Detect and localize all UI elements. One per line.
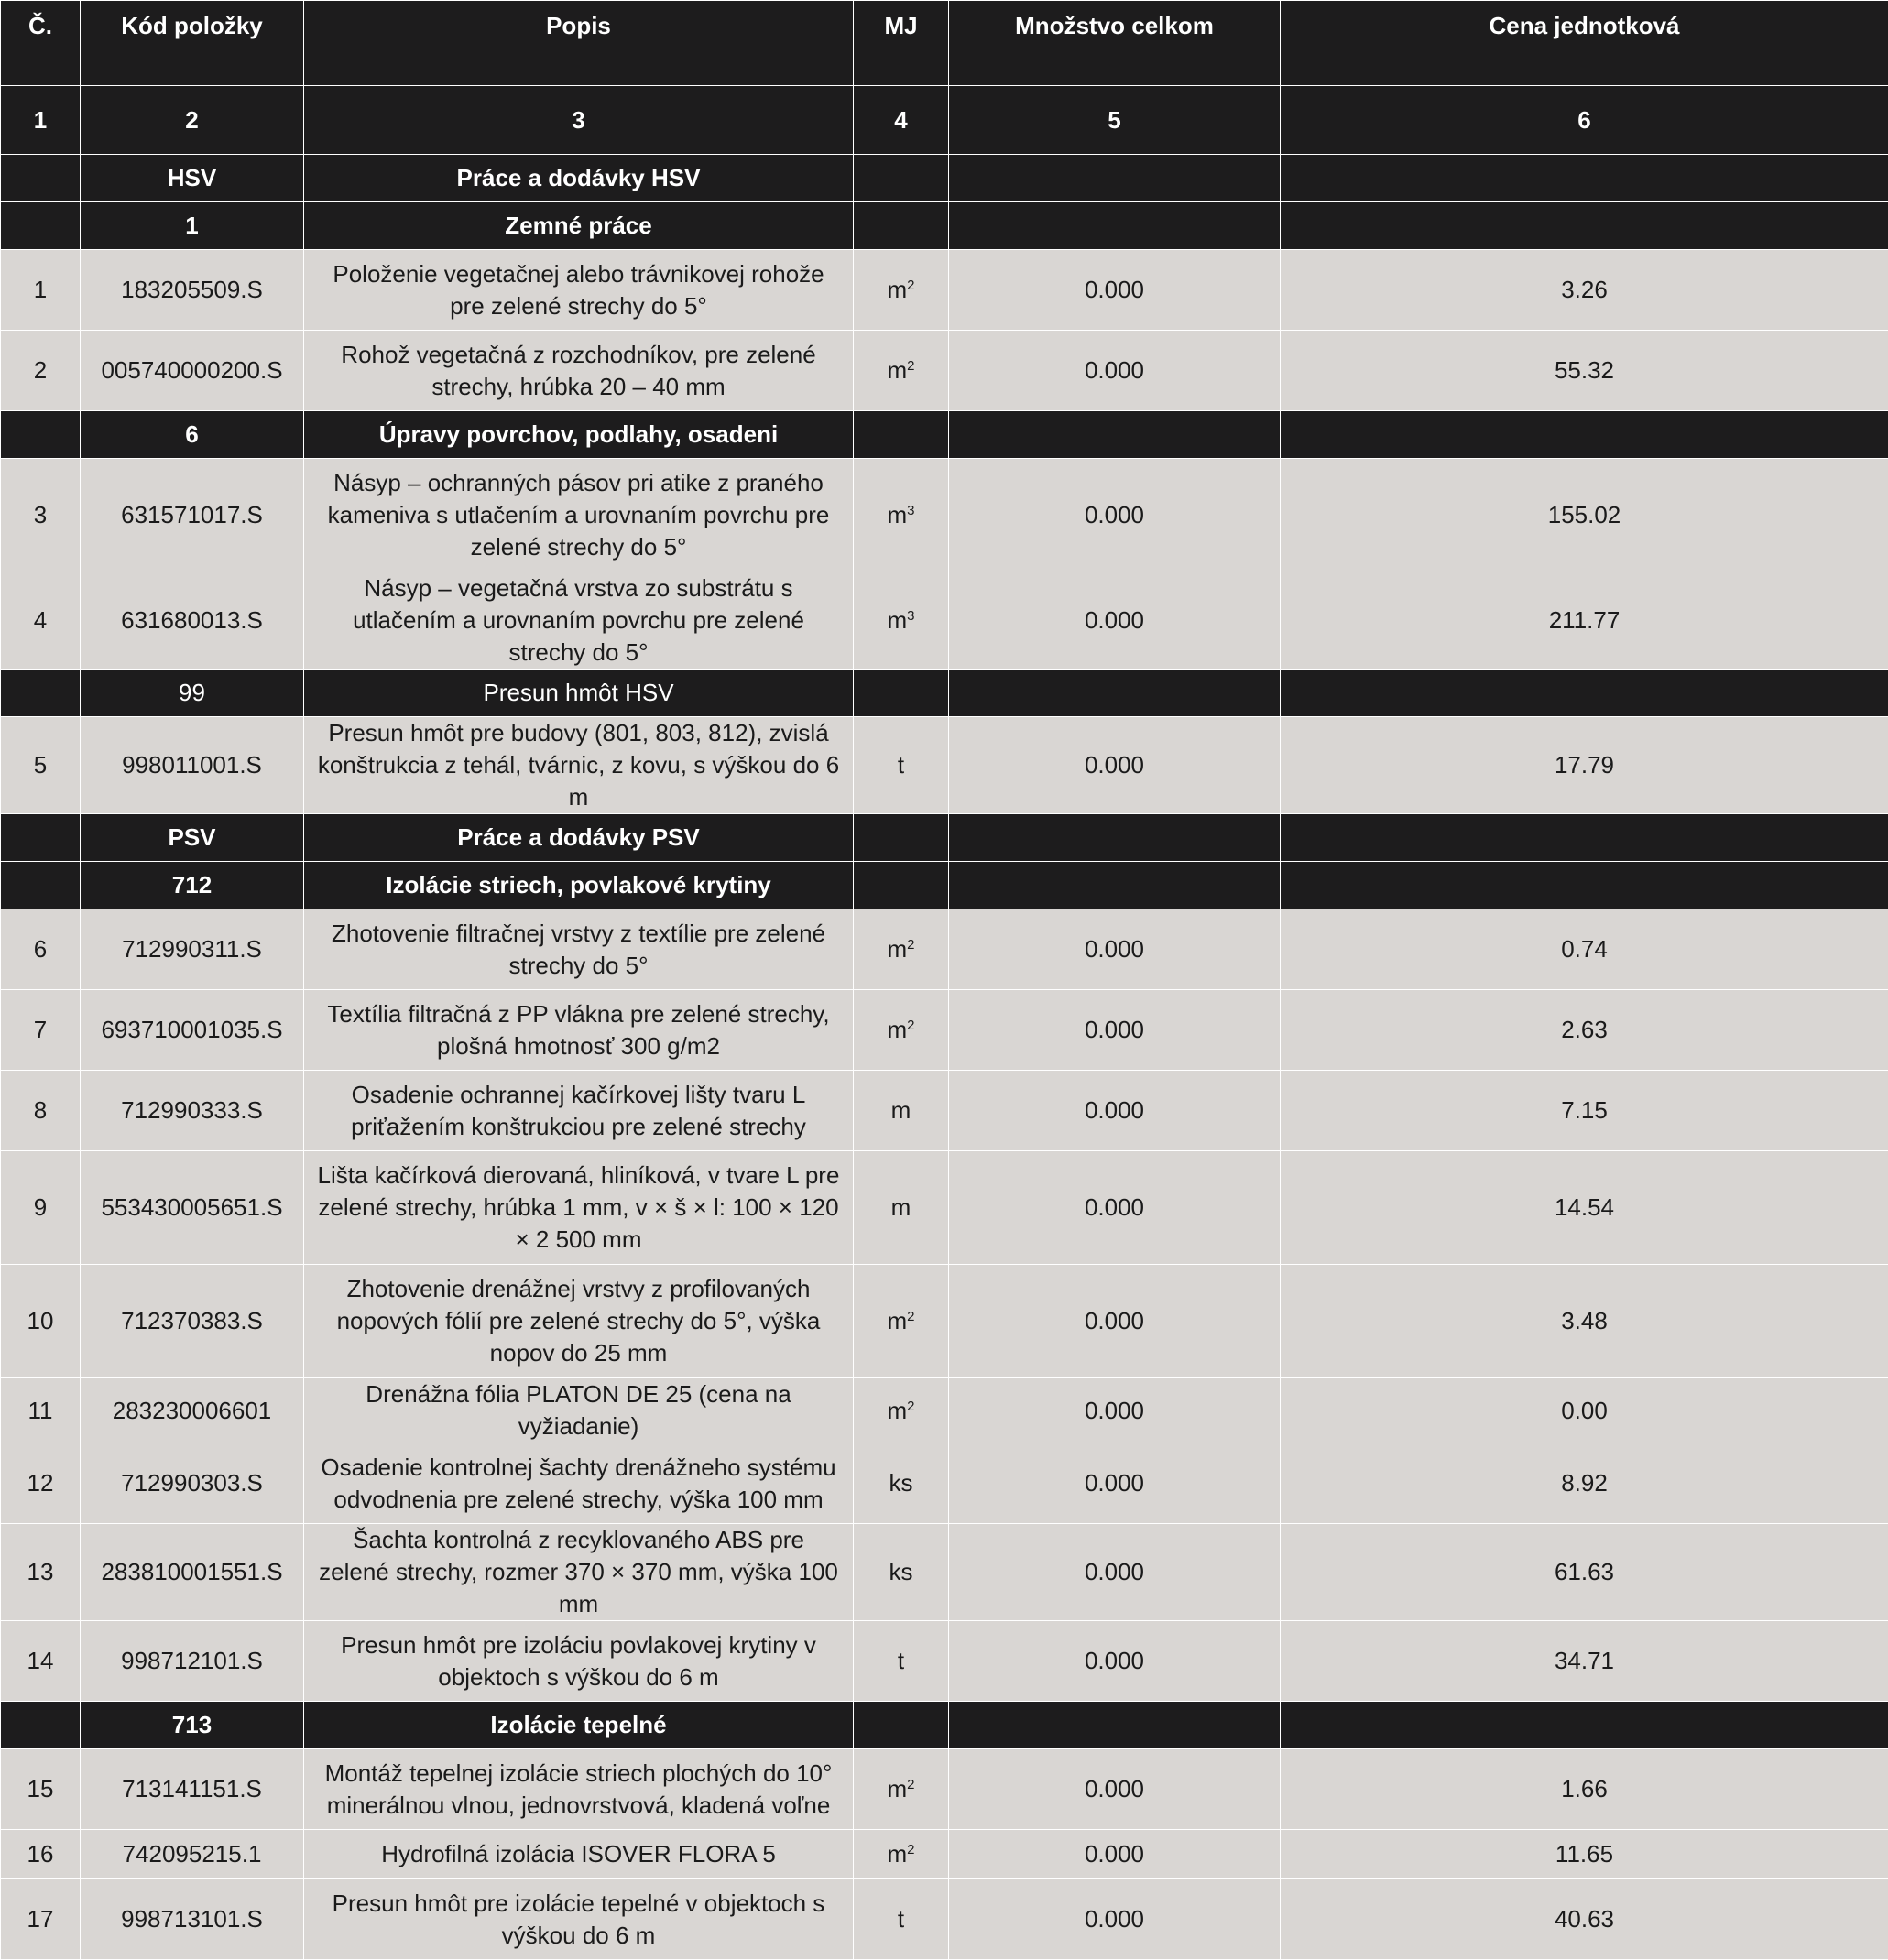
cell-quantity: 0.000: [949, 331, 1281, 411]
cell-code: 998712101.S: [81, 1621, 304, 1702]
unit-exponent: 2: [907, 1399, 914, 1414]
cell-unit: [854, 572, 949, 670]
cell-unit-price: 3.26: [1281, 250, 1888, 331]
cell-quantity: [949, 411, 1281, 459]
cell-unit-price: 0.74: [1281, 909, 1888, 990]
table-row: [1, 572, 1888, 670]
cell-unit-price: 0.00: [1281, 1378, 1888, 1443]
cell-unit-price: 61.63: [1281, 1524, 1888, 1621]
cell-no: 13: [1, 1524, 81, 1621]
col-header-unit: MJ: [854, 1, 949, 86]
table-row: [1, 1071, 1888, 1151]
col-header-code: Kód položky: [81, 1, 304, 86]
table-row: [1, 717, 1888, 814]
cell-code: 283810001551.S: [81, 1524, 304, 1621]
cell-description: Rohož vegetačná z rozchodníkov, pre zelené strechy, hrúbka 20 – 40 mm: [304, 331, 854, 411]
cell-code: 005740000200.S: [81, 331, 304, 411]
cell-code: 712990303.S: [81, 1443, 304, 1524]
cell-description: Zhotovenie filtračnej vrstvy z textílie pre zelené strechy do 5°: [304, 909, 854, 990]
unit-base: m: [887, 1775, 907, 1802]
cell-code: 553430005651.S: [81, 1151, 304, 1265]
table-row: [1, 1265, 1888, 1378]
cell-no: [1, 862, 81, 909]
col-number: 3: [304, 86, 854, 155]
cell-no: [1, 411, 81, 459]
cell-unit-price: 8.92: [1281, 1443, 1888, 1524]
unit-exponent: 3: [907, 608, 914, 624]
unit-base: m: [887, 935, 907, 963]
table-row: [1, 1830, 1888, 1879]
table-row: [1, 1749, 1888, 1830]
cell-quantity: 0.000: [949, 1071, 1281, 1151]
cell-unit: [854, 1071, 949, 1151]
cell-description: Drenážna fólia PLATON DE 25 (cena na vyžiadanie): [304, 1378, 854, 1443]
cell-quantity: 0.000: [949, 909, 1281, 990]
cell-unit: [854, 1830, 949, 1879]
cell-unit: [854, 909, 949, 990]
cell-unit-price: 40.63: [1281, 1879, 1888, 1960]
unit-base: ks: [889, 1469, 913, 1497]
cell-quantity: 0.000: [949, 459, 1281, 572]
cell-quantity: 0.000: [949, 1830, 1281, 1879]
cell-no: [1, 202, 81, 250]
cell-description: Násyp – vegetačná vrstva zo substrátu s utlačením a urovnaním povrchu pre zelené strechy do 5°: [304, 572, 854, 670]
cell-description: Lišta kačírková dierovaná, hliníková, v tvare L pre zelené strechy, hrúbka 1 mm, v × š × l: 100 × 120 × 2 500 mm: [304, 1151, 854, 1265]
cell-unit-price: 34.71: [1281, 1621, 1888, 1702]
cell-unit: [854, 202, 949, 250]
unit-base: m: [887, 1840, 907, 1867]
unit-base: m: [891, 1193, 911, 1221]
cell-no: 16: [1, 1830, 81, 1879]
section-row: [1, 1702, 1888, 1749]
cell-unit-price: 3.48: [1281, 1265, 1888, 1378]
cell-no: 1: [1, 250, 81, 331]
unit-base: m: [887, 501, 907, 528]
section-title: Práce a dodávky PSV: [304, 814, 854, 862]
cell-code: 998713101.S: [81, 1879, 304, 1960]
cell-quantity: 0.000: [949, 1443, 1281, 1524]
unit-base: m: [887, 356, 907, 384]
table-row: [1, 1443, 1888, 1524]
unit-base: t: [898, 751, 904, 779]
unit-base: m: [887, 606, 907, 634]
cell-code: 713141151.S: [81, 1749, 304, 1830]
cell-code: 742095215.1: [81, 1830, 304, 1879]
table-row: [1, 459, 1888, 572]
cell-no: 10: [1, 1265, 81, 1378]
cell-quantity: [949, 155, 1281, 202]
cell-unit-price: 7.15: [1281, 1071, 1888, 1151]
cell-quantity: 0.000: [949, 1879, 1281, 1960]
cell-description: Osadenie ochrannej kačírkovej lišty tvaru L priťažením konštrukciou pre zelené strechy: [304, 1071, 854, 1151]
cell-code: 283230006601: [81, 1378, 304, 1443]
cell-unit: [854, 862, 949, 909]
cell-quantity: [949, 670, 1281, 717]
header-row: [1, 1, 1888, 86]
cell-quantity: 0.000: [949, 572, 1281, 670]
table-row: [1, 1524, 1888, 1621]
cell-quantity: 0.000: [949, 1151, 1281, 1265]
table-row: [1, 331, 1888, 411]
cell-unit: [854, 250, 949, 331]
cell-quantity: [949, 202, 1281, 250]
cell-code: 693710001035.S: [81, 990, 304, 1071]
cell-unit: [854, 1621, 949, 1702]
section-title: Práce a dodávky HSV: [304, 155, 854, 202]
cell-unit: [854, 990, 949, 1071]
section-title: Izolácie striech, povlakové krytiny: [304, 862, 854, 909]
col-header-description: Popis: [304, 1, 854, 86]
cell-quantity: [949, 862, 1281, 909]
section-row: [1, 411, 1888, 459]
cell-unit-price: 11.65: [1281, 1830, 1888, 1879]
table-row: [1, 1621, 1888, 1702]
cell-quantity: 0.000: [949, 1265, 1281, 1378]
cell-unit: [854, 331, 949, 411]
cell-code: 631680013.S: [81, 572, 304, 670]
cell-quantity: [949, 1702, 1281, 1749]
cell-unit-price: 1.66: [1281, 1749, 1888, 1830]
section-code: HSV: [81, 155, 304, 202]
section-row: [1, 670, 1888, 717]
unit-base: m: [887, 1397, 907, 1424]
cell-quantity: 0.000: [949, 1524, 1281, 1621]
cell-no: 12: [1, 1443, 81, 1524]
unit-base: m: [891, 1096, 911, 1124]
section-title: Zemné práce: [304, 202, 854, 250]
unit-exponent: 2: [907, 1777, 914, 1792]
cell-unit: [854, 1265, 949, 1378]
cell-description: Osadenie kontrolnej šachty drenážneho systému odvodnenia pre zelené strechy, výška 100 mm: [304, 1443, 854, 1524]
table-row: [1, 990, 1888, 1071]
cell-no: 2: [1, 331, 81, 411]
cell-no: 8: [1, 1071, 81, 1151]
cell-code: 183205509.S: [81, 250, 304, 331]
unit-base: m: [887, 1016, 907, 1043]
cell-no: 14: [1, 1621, 81, 1702]
unit-base: t: [898, 1905, 904, 1933]
cell-no: [1, 814, 81, 862]
unit-exponent: 2: [907, 1842, 914, 1857]
cell-unit-price: [1281, 1702, 1888, 1749]
unit-exponent: 2: [907, 1309, 914, 1324]
cell-no: 9: [1, 1151, 81, 1265]
cell-unit-price: 211.77: [1281, 572, 1888, 670]
cell-description: Násyp – ochranných pásov pri atike z praného kameniva s utlačením a urovnaním povrchu pre zelené strechy do 5°: [304, 459, 854, 572]
section-code: 713: [81, 1702, 304, 1749]
cell-unit-price: [1281, 862, 1888, 909]
col-header-unit-price: Cena jednotková: [1281, 1, 1888, 86]
cell-unit-price: 17.79: [1281, 717, 1888, 814]
cell-description: Presun hmôt pre izolácie tepelné v objektoch s výškou do 6 m: [304, 1879, 854, 1960]
section-code: 6: [81, 411, 304, 459]
cell-unit-price: 14.54: [1281, 1151, 1888, 1265]
unit-exponent: 2: [907, 1018, 914, 1033]
cell-unit-price: [1281, 155, 1888, 202]
col-number: 1: [1, 86, 81, 155]
cell-no: 17: [1, 1879, 81, 1960]
cell-description: Montáž tepelnej izolácie striech plochých do 10° minerálnou vlnou, jednovrstvová, kladená voľne: [304, 1749, 854, 1830]
cell-quantity: 0.000: [949, 1749, 1281, 1830]
cell-quantity: 0.000: [949, 1621, 1281, 1702]
cell-unit-price: 2.63: [1281, 990, 1888, 1071]
unit-base: m: [887, 276, 907, 303]
section-row: [1, 814, 1888, 862]
cell-no: [1, 155, 81, 202]
cell-no: 3: [1, 459, 81, 572]
section-row: [1, 155, 1888, 202]
section-code: PSV: [81, 814, 304, 862]
cell-unit: [854, 1524, 949, 1621]
cell-no: 5: [1, 717, 81, 814]
column-number-row: [1, 86, 1888, 155]
cell-quantity: 0.000: [949, 1378, 1281, 1443]
cell-description: Presun hmôt pre budovy (801, 803, 812), zvislá konštrukcia z tehál, tvárnic, z kovu, s výškou do 6 m: [304, 717, 854, 814]
cell-quantity: 0.000: [949, 990, 1281, 1071]
cell-no: 7: [1, 990, 81, 1071]
cell-unit: [854, 1749, 949, 1830]
unit-exponent: 2: [907, 278, 914, 293]
cell-unit: [854, 1443, 949, 1524]
cell-description: Šachta kontrolná z recyklovaného ABS pre zelené strechy, rozmer 370 × 370 mm, výška 100 mm: [304, 1524, 854, 1621]
cell-quantity: 0.000: [949, 250, 1281, 331]
table-row: [1, 1378, 1888, 1443]
cell-unit: [854, 717, 949, 814]
table-row: [1, 909, 1888, 990]
cell-unit: [854, 1378, 949, 1443]
cell-unit-price: [1281, 202, 1888, 250]
cell-unit: [854, 155, 949, 202]
cell-no: 11: [1, 1378, 81, 1443]
table-row: [1, 1879, 1888, 1960]
cell-no: [1, 1702, 81, 1749]
cell-unit: [854, 814, 949, 862]
cell-unit: [854, 670, 949, 717]
unit-exponent: 2: [907, 937, 914, 953]
table-row: [1, 250, 1888, 331]
unit-base: m: [887, 1307, 907, 1334]
cell-unit-price: [1281, 670, 1888, 717]
cell-code: 712370383.S: [81, 1265, 304, 1378]
section-row: [1, 862, 1888, 909]
section-code: 712: [81, 862, 304, 909]
cell-code: 998011001.S: [81, 717, 304, 814]
unit-base: t: [898, 1647, 904, 1674]
cell-unit: [854, 459, 949, 572]
cell-quantity: 0.000: [949, 717, 1281, 814]
cell-description: Textília filtračná z PP vlákna pre zelené strechy, plošná hmotnosť 300 g/m2: [304, 990, 854, 1071]
col-header-no: Č.: [1, 1, 81, 86]
cell-no: [1, 670, 81, 717]
cell-unit-price: [1281, 411, 1888, 459]
col-number: 5: [949, 86, 1281, 155]
section-title: Izolácie tepelné: [304, 1702, 854, 1749]
col-number: 4: [854, 86, 949, 155]
table-body: [1, 155, 1888, 1960]
cell-code: 712990311.S: [81, 909, 304, 990]
section-code: 1: [81, 202, 304, 250]
cell-unit-price: [1281, 814, 1888, 862]
cell-description: Zhotovenie drenážnej vrstvy z profilovaných nopových fólií pre zelené strechy do 5°, výška nopov do 25 mm: [304, 1265, 854, 1378]
col-header-quantity: Množstvo celkom: [949, 1, 1281, 86]
section-row: [1, 202, 1888, 250]
col-number: 6: [1281, 86, 1888, 155]
cell-unit-price: 155.02: [1281, 459, 1888, 572]
section-title: Úpravy povrchov, podlahy, osadeni: [304, 411, 854, 459]
unit-exponent: 2: [907, 358, 914, 374]
cell-quantity: [949, 814, 1281, 862]
section-title: Presun hmôt HSV: [304, 670, 854, 717]
unit-exponent: 3: [907, 503, 914, 518]
section-code: 99: [81, 670, 304, 717]
cell-description: Presun hmôt pre izoláciu povlakovej krytiny v objektoch s výškou do 6 m: [304, 1621, 854, 1702]
cell-unit: [854, 1879, 949, 1960]
cell-unit: [854, 1151, 949, 1265]
table-row: [1, 1151, 1888, 1265]
unit-base: ks: [889, 1558, 913, 1585]
cell-unit: [854, 1702, 949, 1749]
cell-code: 631571017.S: [81, 459, 304, 572]
cell-unit: [854, 411, 949, 459]
cell-no: 4: [1, 572, 81, 670]
cell-no: 15: [1, 1749, 81, 1830]
col-number: 2: [81, 86, 304, 155]
cell-code: 712990333.S: [81, 1071, 304, 1151]
cell-unit-price: 55.32: [1281, 331, 1888, 411]
cell-description: Hydrofilná izolácia ISOVER FLORA 5: [304, 1830, 854, 1879]
cell-description: Položenie vegetačnej alebo trávnikovej rohože pre zelené strechy do 5°: [304, 250, 854, 331]
cell-no: 6: [1, 909, 81, 990]
